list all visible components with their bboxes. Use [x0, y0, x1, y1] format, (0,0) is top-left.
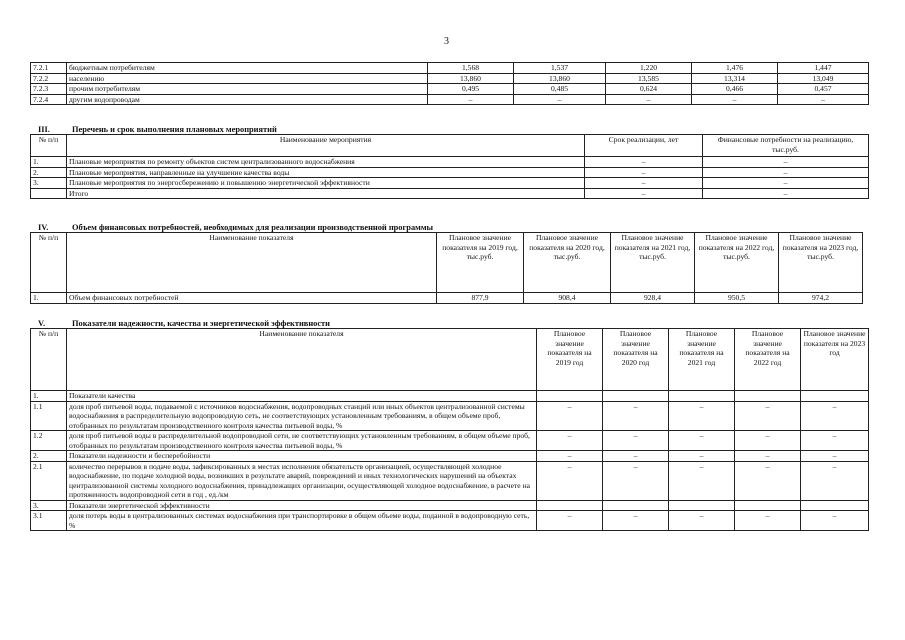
table-row: [31, 84, 869, 95]
header-year-2023: Плановое значение показателя на 2023 год, тыс.руб.: [779, 233, 863, 293]
value-cell: 1,568: [428, 63, 514, 74]
value-cell: 877,9: [437, 293, 524, 304]
table-row: [31, 401, 869, 431]
row-name: Плановые мероприятия, направленные на улучшение качества воды: [67, 167, 585, 178]
value-cell: 13,860: [514, 73, 606, 84]
table-row: [31, 63, 869, 74]
table-row: [31, 157, 869, 168]
period-cell: –: [585, 178, 703, 189]
value-cell: –: [735, 401, 801, 431]
row-name: количество перерывов в подаче воды, зафиксированных в местах исполнения обязательств организацией, осуществляющей холодное водоснабжение, по подаче холодной воды, возникших в результате аварий, повреждений и иных технологических нарушений на объектах централизованной системы холодного водоснабжения, принадлежащих организации, осуществляющей холодное водоснабжение, в расчете на протяженность водопроводной сети в год , ед./км: [67, 461, 537, 500]
row-name: Объем финансовых потребностей: [67, 293, 437, 304]
header-year-2022: Плановое значение показателя на 2022 год, тыс.руб.: [695, 233, 779, 293]
table-row: [31, 511, 869, 531]
header-indicator-name: Наименование показателя: [67, 329, 537, 391]
row-name: доля потерь воды в централизованных системах водоснабжения при транспортировке в общем объеме воды, поданной в водопроводную сеть, %: [67, 511, 537, 531]
value-cell: [735, 500, 801, 511]
value-cell: –: [603, 451, 669, 462]
finance-cell: –: [703, 188, 869, 199]
row-name: прочим потребителям: [67, 84, 428, 95]
value-cell: –: [735, 431, 801, 451]
value-cell: –: [603, 511, 669, 531]
value-cell: –: [801, 431, 869, 451]
table-row: [31, 500, 869, 511]
row-number: 7.2.3: [31, 84, 67, 95]
value-cell: 13,049: [778, 73, 869, 84]
value-cell: [801, 391, 869, 402]
value-cell: 13,860: [428, 73, 514, 84]
value-cell: [537, 391, 603, 402]
row-name: Показатели надежности и бесперебойности: [67, 451, 537, 462]
row-name: доля проб питьевой воды в распределительной водопроводной сети, не соответствующих установленным требованиям, в общем объеме проб, отобранных по результатам производственного контроля качества питьевой воды, %: [67, 431, 537, 451]
row-name: Итого: [67, 188, 585, 199]
value-cell: –: [669, 451, 735, 462]
period-cell: –: [585, 157, 703, 168]
value-cell: –: [801, 451, 869, 462]
section-3-title: [38, 125, 277, 134]
value-cell: 0,485: [514, 84, 606, 95]
section-3-number: III.: [38, 125, 50, 134]
value-cell: –: [537, 461, 603, 500]
section-4-title-text: Объем финансовых потребностей, необходимых для реализации производственной программы: [72, 223, 434, 232]
section-4-number: IV.: [38, 223, 49, 232]
header-num: № п/п: [31, 329, 67, 391]
header-year-2019: Плановое значение показателя на 2019 год, тыс.руб.: [437, 233, 524, 293]
table-row: [31, 391, 869, 402]
section-3-title-text: Перечень и срок выполнения плановых мероприятий: [72, 125, 277, 134]
header-finance: Финансовые потребности на реализацию, тыс.руб.: [703, 135, 869, 157]
value-cell: 928,4: [611, 293, 695, 304]
value-cell: –: [692, 94, 778, 105]
row-name: Показатели качества: [67, 391, 537, 402]
header-year-2021: Плановое значение показателя на 2021 год: [669, 329, 735, 391]
value-cell: –: [606, 94, 692, 105]
row-number: 1.1: [31, 401, 67, 431]
value-cell: 1,220: [606, 63, 692, 74]
finance-cell: –: [703, 157, 869, 168]
row-name: Плановые мероприятия по ремонту объектов систем централизованного водоснабжения: [67, 157, 585, 168]
header-year-2021: Плановое значение показателя на 2021 год, тыс.руб.: [611, 233, 695, 293]
row-number: 1.: [31, 293, 67, 304]
table-row: [31, 94, 869, 105]
value-cell: 13,585: [606, 73, 692, 84]
value-cell: 908,4: [524, 293, 611, 304]
row-name: доля проб питьевой воды, подаваемой с источников водоснабжения, водопроводных станций или иных объектов централизованной системы водоснабжения в распределительную водопроводную сеть, не соответствующих установленным требованиям, в общем объеме проб, отобранных по результатам производственного контроля качества питьевой воды, %: [67, 401, 537, 431]
row-number: 2.: [31, 451, 67, 462]
value-cell: 0,624: [606, 84, 692, 95]
table-row: [31, 73, 869, 84]
header-num: № п/п: [31, 233, 67, 293]
value-cell: 1,476: [692, 63, 778, 74]
value-cell: –: [801, 401, 869, 431]
value-cell: –: [669, 461, 735, 500]
value-cell: 0,457: [778, 84, 869, 95]
value-cell: –: [428, 94, 514, 105]
consumers-table: [30, 62, 869, 105]
row-number: 1.2: [31, 431, 67, 451]
value-cell: –: [669, 511, 735, 531]
value-cell: –: [537, 451, 603, 462]
value-cell: –: [603, 401, 669, 431]
row-name: Показатели энергетической эффективности: [67, 500, 537, 511]
header-measure-name: Наименование мероприятия: [67, 135, 585, 157]
table-row: [31, 451, 869, 462]
section-4-title: [38, 223, 433, 232]
value-cell: [669, 500, 735, 511]
row-name: бюджетным потребителям: [67, 63, 428, 74]
value-cell: –: [801, 461, 869, 500]
header-indicator-name: Наименование показателя: [67, 233, 437, 293]
table-row: [31, 293, 863, 304]
measures-table: [30, 134, 869, 199]
value-cell: 1,537: [514, 63, 606, 74]
header-year-2023: Плановое значение показателя на 2023 год: [801, 329, 869, 391]
row-number: 2.: [31, 167, 67, 178]
row-number: 3.: [31, 500, 67, 511]
value-cell: [669, 391, 735, 402]
value-cell: –: [514, 94, 606, 105]
page-number: 3: [444, 36, 449, 47]
row-number: 7.2.4: [31, 94, 67, 105]
period-cell: –: [585, 188, 703, 199]
row-number: 7.2.2: [31, 73, 67, 84]
value-cell: –: [537, 511, 603, 531]
value-cell: 974,2: [779, 293, 863, 304]
header-year-2019: Плановое значение показателя на 2019 год: [537, 329, 603, 391]
header-period: Срок реализации, лет: [585, 135, 703, 157]
header-year-2022: Плановое значение показателя на 2022 год: [735, 329, 801, 391]
finance-cell: –: [703, 178, 869, 189]
table-row: [31, 188, 869, 199]
value-cell: –: [735, 461, 801, 500]
section-5-title: [38, 319, 330, 328]
indicators-table: [30, 328, 869, 531]
value-cell: –: [537, 431, 603, 451]
section-5-number: V.: [38, 319, 46, 328]
value-cell: –: [778, 94, 869, 105]
value-cell: –: [603, 461, 669, 500]
value-cell: 13,314: [692, 73, 778, 84]
header-year-2020: Плановое значение показателя на 2020 год: [603, 329, 669, 391]
value-cell: 1,447: [778, 63, 869, 74]
value-cell: 950,5: [695, 293, 779, 304]
row-number: 3.1: [31, 511, 67, 531]
period-cell: –: [585, 167, 703, 178]
value-cell: –: [669, 431, 735, 451]
value-cell: [537, 500, 603, 511]
row-number: 1.: [31, 391, 67, 402]
table-row: [31, 167, 869, 178]
value-cell: 0,466: [692, 84, 778, 95]
table-row: [31, 178, 869, 189]
row-name: другим водопроводам: [67, 94, 428, 105]
table-row: [31, 461, 869, 500]
value-cell: –: [801, 511, 869, 531]
row-name: населению: [67, 73, 428, 84]
value-cell: –: [603, 431, 669, 451]
value-cell: –: [669, 401, 735, 431]
value-cell: [735, 391, 801, 402]
header-year-2020: Плановое значение показателя на 2020 год, тыс.руб.: [524, 233, 611, 293]
row-number: 2.1: [31, 461, 67, 500]
row-number: 3.: [31, 178, 67, 189]
header-num: № п/п: [31, 135, 67, 157]
value-cell: [603, 391, 669, 402]
row-name: Плановые мероприятия по энергосбережению и повышению энергетической эффективности: [67, 178, 585, 189]
value-cell: [603, 500, 669, 511]
row-number: 1.: [31, 157, 67, 168]
row-number: [31, 188, 67, 199]
section-5-title-text: Показатели надежности, качества и энергетической эффективности: [72, 319, 330, 328]
table-row: [31, 431, 869, 451]
value-cell: 0,495: [428, 84, 514, 95]
value-cell: –: [735, 451, 801, 462]
finance-cell: –: [703, 167, 869, 178]
finance-table: [30, 232, 863, 304]
value-cell: –: [537, 401, 603, 431]
row-number: 7.2.1: [31, 63, 67, 74]
value-cell: –: [735, 511, 801, 531]
value-cell: [801, 500, 869, 511]
